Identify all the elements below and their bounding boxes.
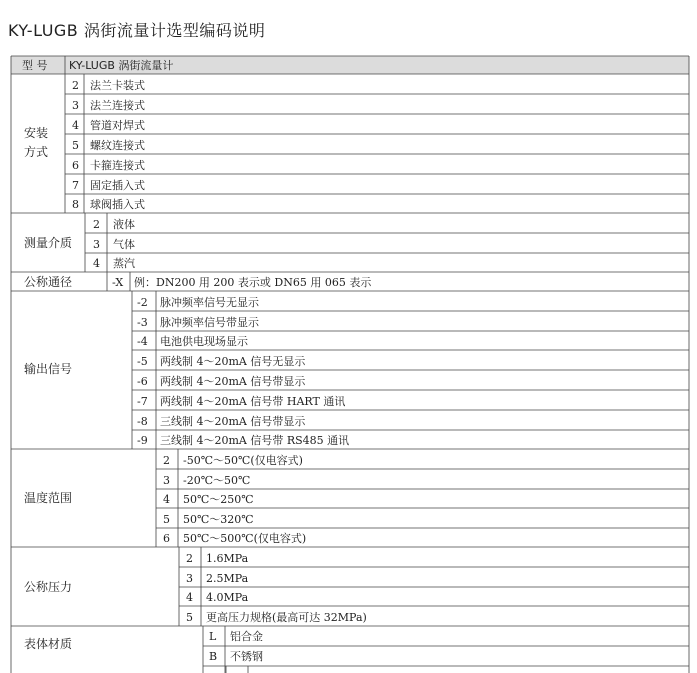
install-desc: 固定插入式	[90, 179, 145, 192]
temperature-label: 温度范围	[24, 491, 73, 505]
output-desc: 三线制 4～20mA 信号带显示	[160, 415, 306, 428]
material-desc: 铝合金	[230, 630, 263, 643]
install-desc: 卡箍连接式	[90, 159, 145, 172]
page-title: KY-LUGB 涡街流量计选型编码说明	[8, 21, 266, 40]
material-code: L	[209, 630, 217, 643]
medium-desc: 液体	[113, 218, 135, 231]
install-code: 7	[72, 179, 79, 192]
install-code: 5	[72, 139, 79, 152]
temperature-desc: 50℃～250℃	[183, 493, 254, 506]
output-code: -4	[137, 335, 148, 348]
pressure-desc: 2.5MPa	[206, 572, 249, 585]
install-desc: 球阀插入式	[90, 198, 145, 211]
install-code: 2	[72, 79, 79, 92]
temperature-code: 6	[163, 532, 170, 545]
output-desc: 三线制 4～20mA 信号带 RS485 通讯	[160, 434, 350, 447]
diameter-desc: 例：DN200 用 200 表示或 DN65 用 065 表示	[134, 276, 372, 289]
output-code: -7	[137, 395, 148, 408]
temperature-desc: 50℃～320℃	[183, 513, 254, 526]
medium-desc: 蒸汽	[113, 257, 135, 270]
output-desc: 两线制 4～20mA 信号带显示	[160, 375, 306, 388]
install-code: 4	[72, 119, 79, 132]
header-model-name: KY-LUGB 涡街流量计	[69, 59, 174, 72]
install-desc: 螺纹连接式	[90, 139, 145, 152]
output-desc: 两线制 4～20mA 信号无显示	[160, 355, 306, 368]
medium-desc: 气体	[113, 238, 135, 251]
install-label-line1: 安装	[24, 126, 49, 140]
output-desc: 电池供电现场显示	[160, 335, 248, 348]
output-code: -2	[137, 296, 148, 309]
install-desc: 法兰连接式	[90, 99, 145, 112]
install-code: 6	[72, 159, 79, 172]
temperature-code: 3	[163, 474, 170, 487]
temperature-code: 5	[163, 513, 170, 526]
diameter-label: 公称通径	[24, 275, 73, 289]
install-code: 3	[72, 99, 79, 112]
pressure-desc: 1.6MPa	[206, 552, 249, 565]
diameter-code: -X	[112, 276, 124, 289]
temperature-desc: 50℃～500℃(仅电容式)	[183, 532, 307, 545]
output-code: -6	[137, 375, 148, 388]
pressure-code: 4	[186, 591, 193, 604]
output-label: 输出信号	[24, 362, 73, 376]
temperature-desc: -20℃～50℃	[183, 474, 251, 487]
output-code: -9	[137, 434, 148, 447]
material-code: B	[209, 650, 218, 663]
pressure-code: 3	[186, 572, 193, 585]
pressure-desc: 4.0MPa	[206, 591, 249, 604]
material-desc: 不锈钢	[230, 650, 263, 663]
temperature-code: 4	[163, 493, 170, 506]
install-code: 8	[72, 198, 79, 211]
install-desc: 法兰卡装式	[90, 79, 145, 92]
pressure-code: 5	[186, 611, 193, 624]
output-code: -5	[137, 355, 148, 368]
medium-code: 3	[93, 238, 100, 251]
output-desc: 脉冲频率信号带显示	[160, 316, 259, 329]
medium-code: 2	[93, 218, 100, 231]
header-model-label: 型 号	[22, 59, 48, 72]
material-label: 表体材质	[24, 637, 73, 651]
pressure-code: 2	[186, 552, 193, 565]
install-desc: 管道对焊式	[90, 119, 145, 132]
temperature-desc: -50℃～50℃(仅电容式)	[183, 454, 303, 467]
output-code: -8	[137, 415, 148, 428]
pressure-desc: 更高压力规格(最高可达 32MPa)	[206, 611, 367, 624]
install-label-line2: 方式	[24, 145, 49, 159]
medium-code: 4	[93, 257, 100, 270]
temperature-code: 2	[163, 454, 170, 467]
medium-label: 测量介质	[24, 236, 73, 250]
output-desc: 脉冲频率信号无显示	[160, 296, 259, 309]
output-desc: 两线制 4～20mA 信号带 HART 通讯	[160, 395, 346, 408]
pressure-label: 公称压力	[24, 580, 73, 594]
output-code: -3	[137, 316, 148, 329]
